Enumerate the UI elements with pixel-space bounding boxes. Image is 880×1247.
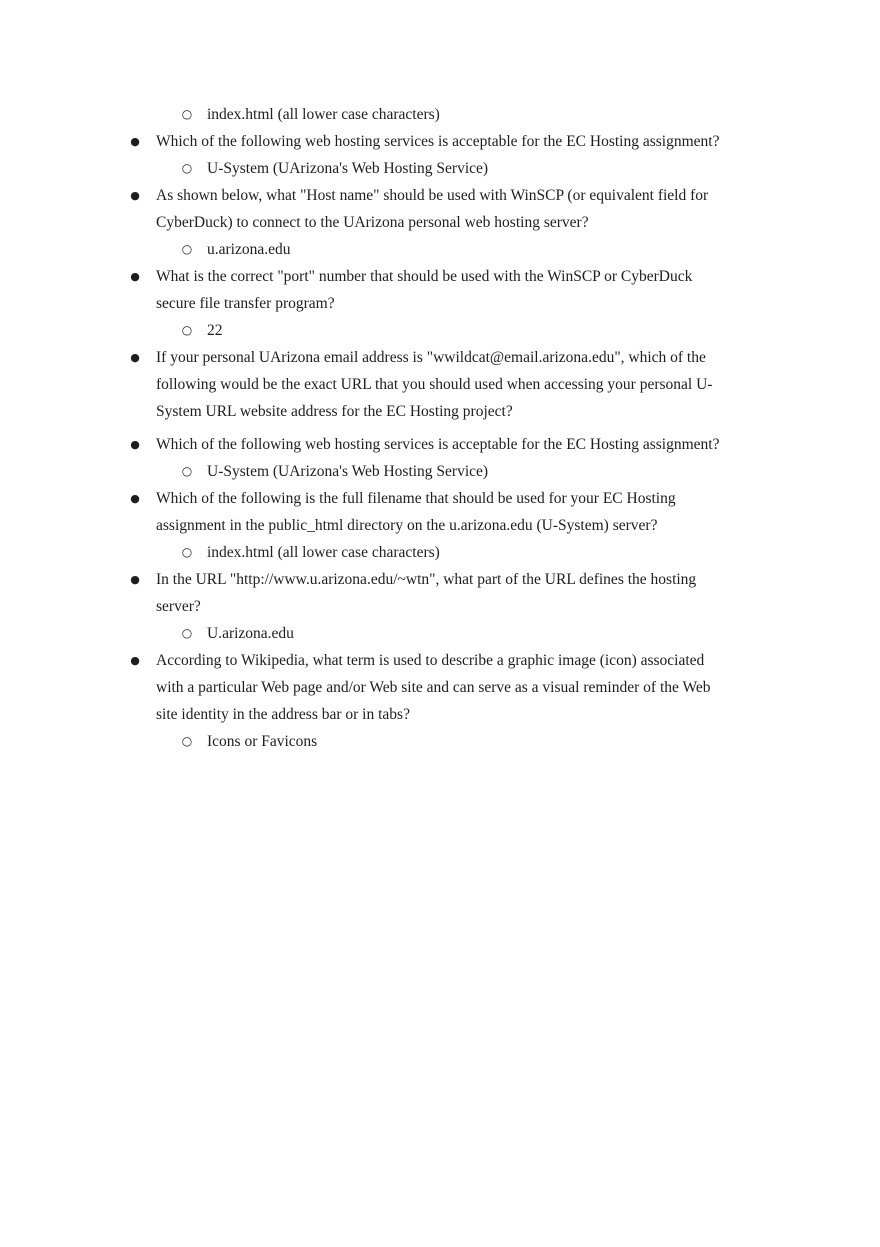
question-item (0, 647, 726, 728)
bullet-icon: ● (130, 492, 140, 505)
answer-item (0, 458, 880, 485)
answer-item (0, 236, 880, 263)
hollow-bullet-icon: ○ (181, 323, 193, 337)
bullet-icon: ● (130, 270, 140, 283)
answer-text: index.html (all lower case characters) (207, 106, 440, 123)
question-text: Which of the following is the full filename that should be used for your EC Hosting assignment in the public_html directory on the u.arizona.edu (U-System) server? (156, 490, 676, 534)
question-item (0, 431, 726, 458)
hollow-bullet-icon: ○ (181, 464, 193, 478)
question-text: If your personal UArizona email address is "wwildcat@email.arizona.edu", which of the following would be the exact URL that you should used when accessing your personal U-System URL website address for the EC Hosting project? (156, 349, 713, 420)
hollow-bullet-icon: ○ (181, 161, 193, 175)
question-text: Which of the following web hosting services is acceptable for the EC Hosting assignment? (156, 436, 720, 453)
answer-text: U.arizona.edu (207, 625, 294, 642)
bullet-icon: ● (130, 438, 140, 451)
question-text: In the URL "http://www.u.arizona.edu/~wtn", what part of the URL defines the hosting server? (156, 571, 697, 615)
question-item (0, 485, 726, 539)
hollow-bullet-icon: ○ (181, 107, 193, 121)
question-item (0, 128, 726, 155)
question-item (0, 344, 726, 425)
question-text: As shown below, what "Host name" should be used with WinSCP (or equivalent field for CyberDuck) to connect to the UArizona personal web hosting server? (156, 187, 709, 231)
question-item (0, 263, 726, 317)
hollow-bullet-icon: ○ (181, 545, 193, 559)
answer-text: u.arizona.edu (207, 241, 291, 258)
quiz-list (0, 101, 880, 755)
answer-item (0, 101, 880, 128)
bullet-icon: ● (130, 654, 140, 667)
hollow-bullet-icon: ○ (181, 242, 193, 256)
question-text: What is the correct "port" number that should be used with the WinSCP or CyberDuck secure file transfer program? (156, 268, 693, 312)
bullet-icon: ● (130, 573, 140, 586)
question-text: According to Wikipedia, what term is used to describe a graphic image (icon) associated with a particular Web page and/or Web site and can serve as a visual reminder of the Web site identity in the address bar or in tabs? (156, 652, 711, 723)
answer-item (0, 620, 880, 647)
answer-text: U-System (UArizona's Web Hosting Service) (207, 463, 489, 480)
answer-text: U-System (UArizona's Web Hosting Service) (207, 160, 489, 177)
bullet-icon: ● (130, 189, 140, 202)
answer-text: 22 (207, 322, 223, 339)
question-text: Which of the following web hosting services is acceptable for the EC Hosting assignment? (156, 133, 720, 150)
bullet-icon: ● (130, 351, 140, 364)
bullet-icon: ● (130, 135, 140, 148)
question-item (0, 182, 726, 236)
hollow-bullet-icon: ○ (181, 734, 193, 748)
answer-text: Icons or Favicons (207, 733, 318, 750)
answer-item (0, 317, 880, 344)
question-item (0, 566, 726, 620)
hollow-bullet-icon: ○ (181, 626, 193, 640)
answer-item (0, 155, 880, 182)
answer-item (0, 539, 880, 566)
answer-text: index.html (all lower case characters) (207, 544, 440, 561)
answer-item (0, 728, 880, 755)
